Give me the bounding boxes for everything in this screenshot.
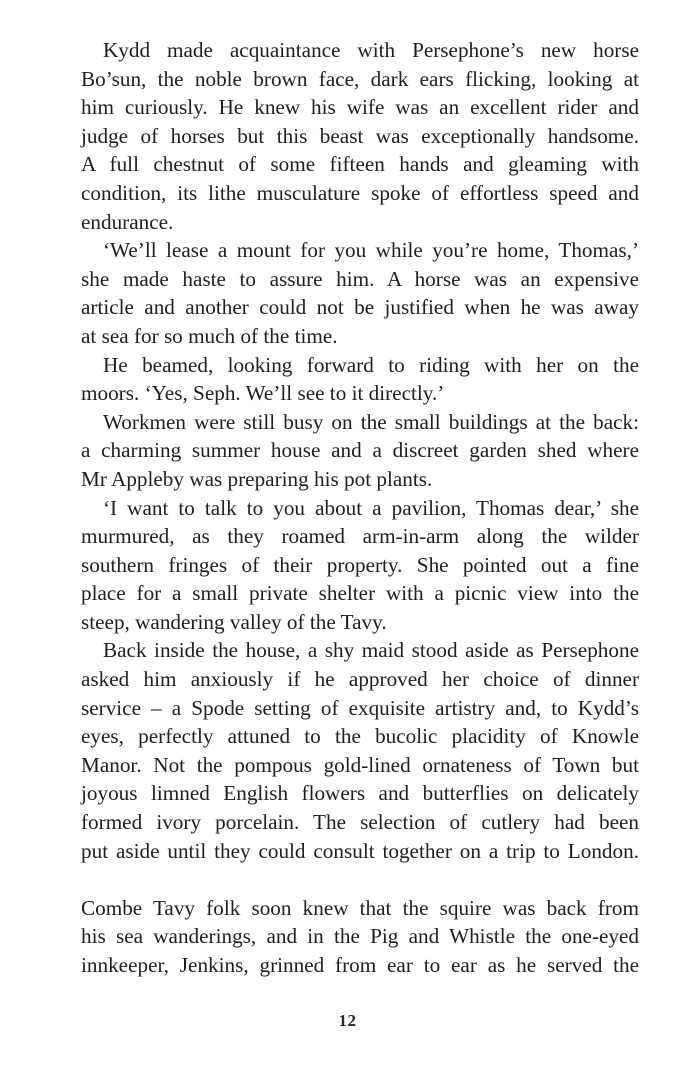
paragraph — [81, 351, 639, 408]
book-page-body — [81, 36, 639, 980]
text-line: endurance. — [81, 209, 174, 234]
paragraph — [81, 236, 639, 350]
text-line: He beamed, looking forward to riding with her on the — [103, 352, 639, 377]
text-line: ‘I want to talk to you about a pavilion, Thomas dear,’ she — [103, 495, 639, 520]
text-line: his sea wanderings, and in the Pig and Whistle the one-eyed — [81, 924, 639, 949]
text-line: put aside until they could consult together on a trip to London. — [81, 838, 639, 863]
text-line: Combe Tavy folk soon knew that the squire was back from — [81, 895, 639, 920]
text-line: she made haste to assure him. A horse was an expensive — [81, 266, 639, 291]
text-line: Manor. Not the pompous gold-lined ornateness of Town but — [81, 752, 639, 777]
text-line: eyes, perfectly attuned to the bucolic placidity of Knowle — [81, 724, 639, 749]
paragraph — [81, 408, 639, 494]
text-line: ‘We’ll lease a mount for you while you’re home, Thomas,’ — [103, 238, 639, 263]
text-line: Back inside the house, a shy maid stood aside as Persephone — [103, 638, 639, 663]
text-line: moors. ‘Yes, Seph. We’ll see to it directly.’ — [81, 381, 445, 406]
text-line: asked him anxiously if he approved her choice of dinner — [81, 667, 639, 692]
text-line: A full chestnut of some fifteen hands and gleaming with — [81, 152, 639, 177]
text-line: Mr Appleby was preparing his pot plants. — [81, 466, 433, 491]
text-line: Workmen were still busy on the small buildings at the back: — [103, 409, 639, 434]
text-line: place for a small private shelter with a picnic view into the — [81, 581, 639, 606]
text-line: him curiously. He knew his wife was an excellent rider and — [81, 95, 639, 120]
paragraph — [81, 894, 639, 980]
text-line: murmured, as they roamed arm-in-arm along the wilder — [81, 524, 639, 549]
text-line: steep, wandering valley of the Tavy. — [81, 609, 387, 634]
text-line: joyous limned English flowers and butterflies on delicately — [81, 781, 639, 806]
text-line: judge of horses but this beast was exceptionally handsome. — [81, 123, 639, 148]
text-line: at sea for so much of the time. — [81, 323, 338, 348]
text-line: Kydd made acquaintance with Persephone’s new horse — [103, 38, 639, 62]
paragraph — [81, 636, 639, 865]
text-line: condition, its lithe musculature spoke of effortless speed and — [81, 180, 639, 205]
text-line: article and another could not be justified when he was away — [81, 295, 639, 320]
page-number: 12 — [338, 1011, 357, 1030]
text-line: innkeeper, Jenkins, grinned from ear to ear as he served the — [81, 953, 639, 977]
paragraph — [81, 36, 639, 236]
text-line: southern fringes of their property. She pointed out a fine — [81, 552, 639, 577]
text-line: Bo’sun, the noble brown face, dark ears flicking, looking at — [81, 66, 639, 91]
text-line: a charming summer house and a discreet garden shed where — [81, 438, 639, 463]
text-line: formed ivory porcelain. The selection of cutlery had been — [81, 810, 639, 835]
paragraph — [81, 494, 639, 637]
section-break — [81, 865, 639, 894]
text-line: service – a Spode setting of exquisite artistry and, to Kydd’s — [81, 695, 639, 720]
